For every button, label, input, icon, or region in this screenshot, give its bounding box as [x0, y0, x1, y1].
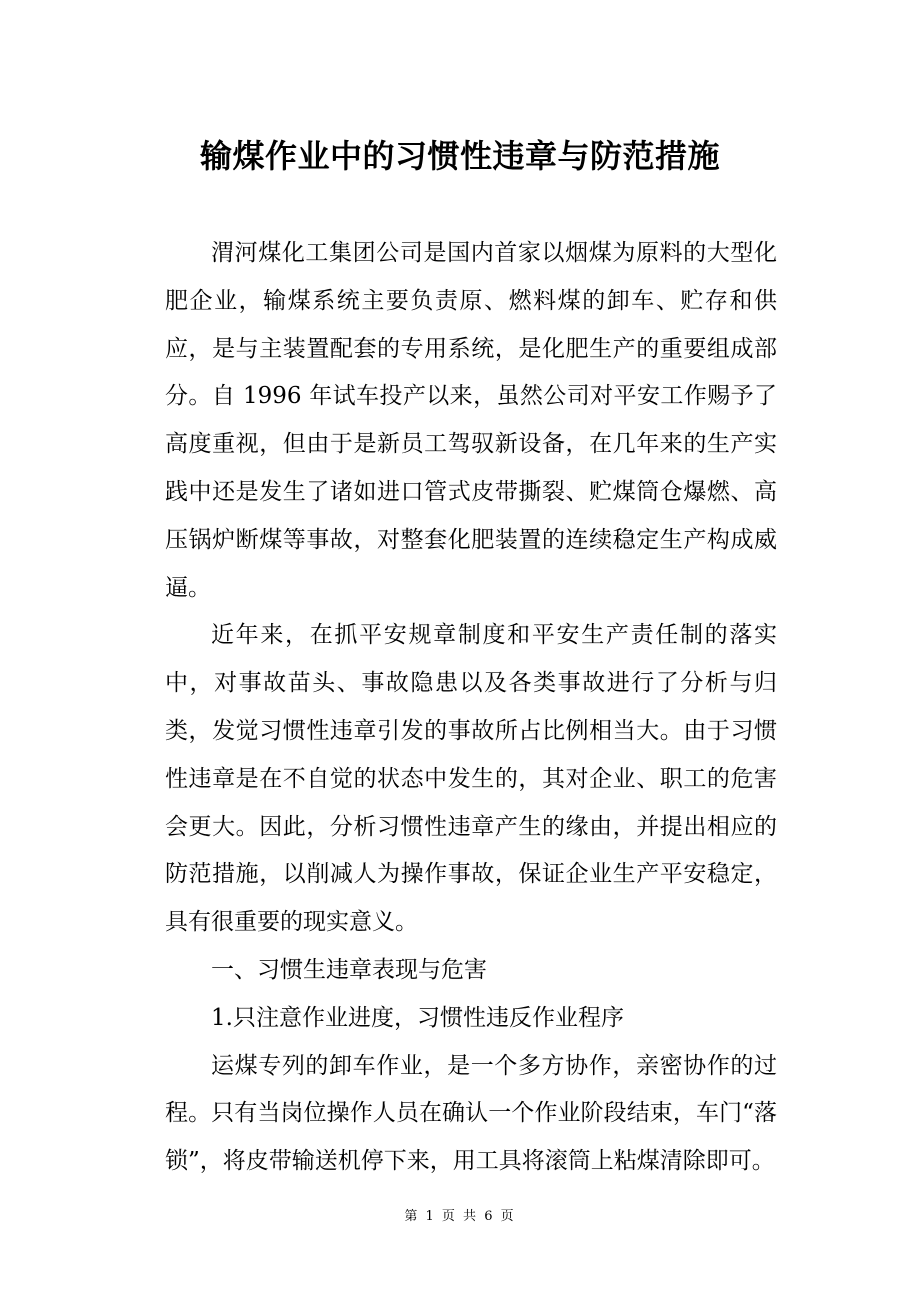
paragraph-intro: 渭河煤化工集团公司是国内首家以烟煤为原料的大型化肥企业，输煤系统主要负责原、燃料煤的卸车、贮存和供应，是与主装置配套的专用系统，是化肥生产的重要组成部分。自 1996 年试车投产以来，虽然公司对平安工作赐予了高度重视，但由于是新员工驾驭新设备，在几年来的生产实践中还是发生了诸如进口管式皮带撕裂、贮煤筒仓爆燃、高压锅炉断煤等事故，对整套化肥装置的连续稳定生产构成威逼。: [165, 240, 777, 601]
section-heading: 一、习惯生违章表现与危害: [211, 956, 487, 983]
document-title: 输煤作业中的习惯性违章与防范措施: [199, 137, 720, 175]
subsection-heading: 1.只注意作业进度，习惯性违反作业程序: [211, 1004, 624, 1031]
page-footer: 第 1 页 共 6 页: [404, 1209, 516, 1224]
paragraph-analysis: 近年来，在抓平安规章制度和平安生产责任制的落实中，对事故苗头、事故隐患以及各类事故进行了分析与归类，发觉习惯性违章引发的事故所占比例相当大。由于习惯性违章是在不自觉的状态中发生的，其对企业、职工的危害会更大。因此，分析习惯性违章产生的缘由，并提出相应的防范措施，以削减人为操作事故，保证企业生产平安稳定，具有很重要的现实意义。: [165, 622, 777, 936]
document-body: [165, 230, 777, 1186]
paragraph-unloading: 运煤专列的卸车作业，是一个多方协作，亲密协作的过程。只有当岗位操作人员在确认一个作业阶段结束，车门“落锁”，将皮带输送机停下来，用工具将滚筒上粘煤清除即可。: [165, 1052, 777, 1175]
